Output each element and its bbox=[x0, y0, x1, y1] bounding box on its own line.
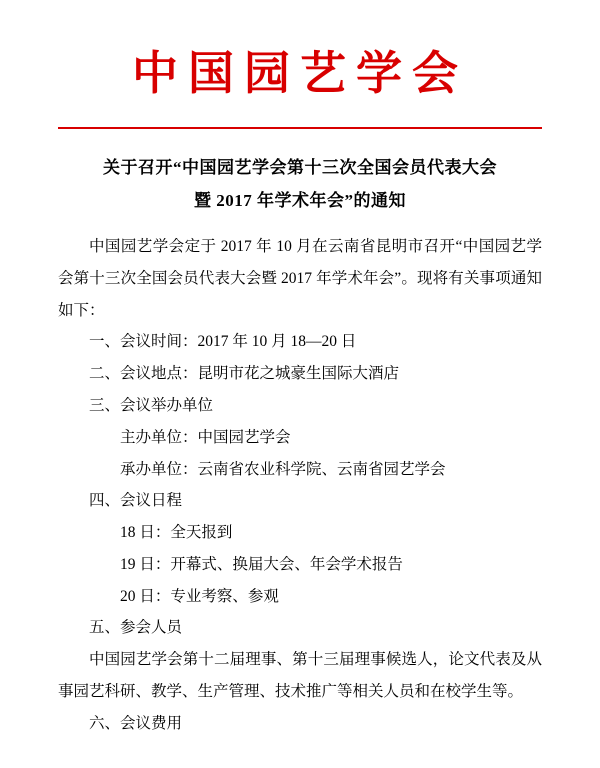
list-item-agenda-day-18: 18 日：全天报到 bbox=[120, 524, 233, 542]
list-item-participants-heading: 五、参会人员 bbox=[89, 619, 183, 637]
document-body bbox=[58, 231, 542, 739]
letterhead-divider bbox=[58, 127, 542, 129]
list-item-agenda-day-20: 20 日：专业考察、参观 bbox=[120, 587, 279, 605]
list-item-organizers-heading: 三、会议举办单位 bbox=[89, 397, 214, 414]
list-item-meeting-time: 一、会议时间：2017 年 10 月 18—20 日 bbox=[89, 333, 357, 351]
list-item-host-unit: 主办单位：中国园艺学会 bbox=[120, 428, 291, 446]
list-item-meeting-location: 二、会议地点：昆明市花之城豪生国际大酒店 bbox=[89, 365, 400, 383]
list-item-organizing-unit: 承办单位：云南省农业科学院、云南省园艺学会 bbox=[120, 460, 446, 478]
list-item-meeting-fees: 六、会议费用 bbox=[89, 714, 183, 732]
document-title bbox=[58, 151, 542, 217]
intro-paragraph: 中国园艺学会定于 2017 年 10 月在云南省昆明市召开“中国园艺学会第十三次全国会员代表大会暨 2017 年学术年会”。现将有关事项通知如下： bbox=[58, 238, 542, 319]
document-title-line-2: 暨 2017 年学术年会”的通知 bbox=[194, 191, 406, 211]
list-item-agenda-heading: 四、会议日程 bbox=[89, 492, 183, 510]
letterhead bbox=[58, 0, 542, 129]
document-title-line-1: 关于召开“中国园艺学会第十三次全国会员代表大会 bbox=[103, 157, 497, 177]
list-item-agenda-day-19: 19 日：开幕式、换届大会、年会学术报告 bbox=[120, 555, 403, 573]
participants-paragraph: 中国园艺学会第十二届理事、第十三届理事候选人，论文代表及从事园艺科研、教学、生产管理、技术推广等相关人员和在校学生等。 bbox=[58, 651, 542, 700]
organization-name: 中国园艺学会 bbox=[132, 48, 468, 99]
